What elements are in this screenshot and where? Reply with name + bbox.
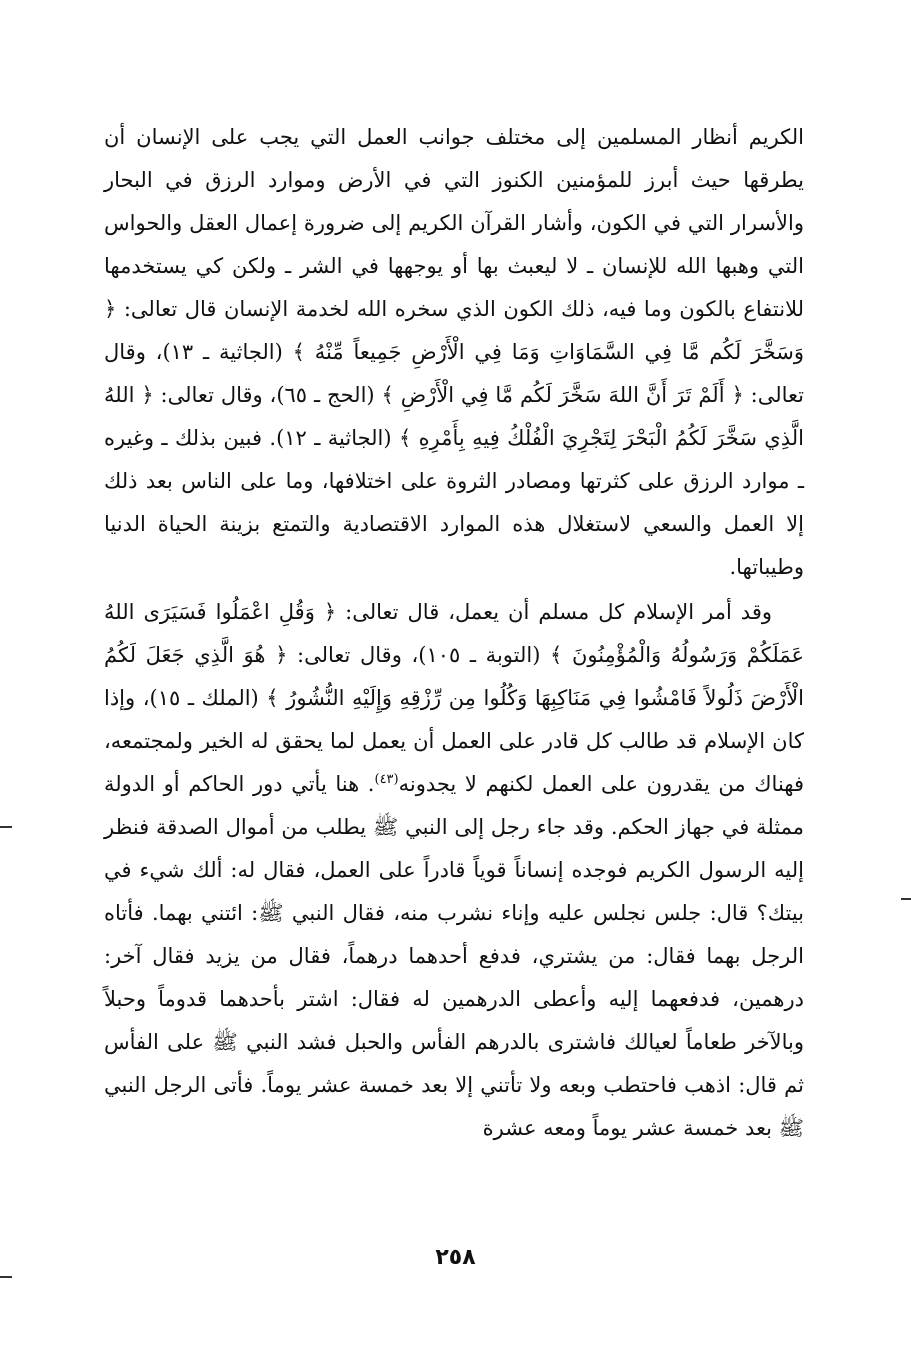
page-number: ٢٥٨ xyxy=(435,1245,476,1270)
paragraph-1 xyxy=(104,116,804,589)
scan-edge-mark xyxy=(901,898,911,900)
scan-edge-mark xyxy=(0,826,12,828)
page-body xyxy=(104,116,804,1150)
paragraph-2-text-after-ref: . هنا يأتي دور الحاكم أو الدولة ممثلة في جهاز الحكم. وقد جاء رجل إلى النبي ﷺ يطلب من أموال الصدقة فنظر إليه الرسول الكريم فوجده إنساناً قوياً قادراً على العمل، فقال له: ألك شيء في بيتك؟ قال: جلس نجلس عليه وإناء نشرب منه، فقال النبي ﷺ: ائتني بهما. فأتاه الرجل بهما فقال: من يشتري، فدفع أحدهما درهماً، فقال من يزيد فقال آخر: درهمين، فدفعهما إليه وأعطى الدرهمين له فقال: اشتر بأحدهما قدوماً وحبلاً وبالآخر طعاماً لعيالك فاشترى بالدرهم الفأس والحبل فشد النبي ﷺ على الفأس ثم قال: اذهب فاحتطب وبعه ولا تأتني إلا بعد خمسة عشر يوماً. فأتى الرجل النبي ﷺ بعد خمسة عشر يوماً ومعه عشرة xyxy=(104,772,804,1140)
paragraph-1-text: الكريم أنظار المسلمين إلى مختلف جوانب العمل التي يجب على الإنسان أن يطرقها حيث أبرز للمؤمنين الكنوز التي في الأرض وموارد الرزق في البحار والأسرار التي في الكون، وأشار القرآن الكريم إلى ضرورة إعمال العقل والحواس التي وهبها الله للإنسان ـ لا ليعبث بها أو يوجهها في الشر ـ ولكن كي يستخدمها للانتفاع بالكون وما فيه، ذلك الكون الذي سخره الله لخدمة الإنسان قال تعالى: ﴿ وَسَخَّرَ لَكُم مَّا فِي السَّمَاوَاتِ وَمَا فِي الْأَرْضِ جَمِيعاً مِّنْهُ ﴾ (الجاثية ـ ١٣)، وقال تعالى: ﴿ أَلَمْ تَرَ أَنَّ اللهَ سَخَّرَ لَكُم مَّا فِي الْأَرْضِ ﴾ (الحج ـ ٦٥)، وقال تعالى: ﴿ اللهُ الَّذِي سَخَّرَ لَكُمُ الْبَحْرَ لِتَجْرِيَ الْفُلْكُ فِيهِ بِأَمْرِهِ ﴾ (الجاثية ـ ١٢). فبين بذلك ـ وغيره ـ موارد الرزق على كثرتها ومصادر الثروة على اختلافها، وما على الناس بعد ذلك إلا العمل والسعي لاستغلال هذه الموارد الاقتصادية والتمتع بزينة الحياة الدنيا وطيباتها. xyxy=(104,125,805,579)
paragraph-2-text-before-ref: وقد أمر الإسلام كل مسلم أن يعمل، قال تعالى: ﴿ وَقُلِ اعْمَلُوا فَسَيَرَى اللهُ عَمَلَكُمْ وَرَسُولُهُ وَالْمُؤْمِنُونَ ﴾ (التوبة ـ ١٠٥)، وقال تعالى: ﴿ هُوَ الَّذِي جَعَلَ لَكُمُ الْأَرْضَ ذَلُولاً فَامْشُوا فِي مَنَاكِبِهَا وَكُلُوا مِن رِّزْقِهِ وَإِلَيْهِ النُّشُورُ ﴾ (الملك ـ ١٥)، وإذا كان الإسلام قد طالب كل قادر على العمل أن يعمل لما يحقق له الخير ولمجتمعه، فهناك من يقدرون على العمل لكنهم لا يجدونه xyxy=(104,600,805,796)
footnote-ref-43[interactable]: (٤٣) xyxy=(374,772,399,787)
scan-edge-mark xyxy=(0,1276,12,1278)
paragraph-2 xyxy=(104,591,804,1150)
